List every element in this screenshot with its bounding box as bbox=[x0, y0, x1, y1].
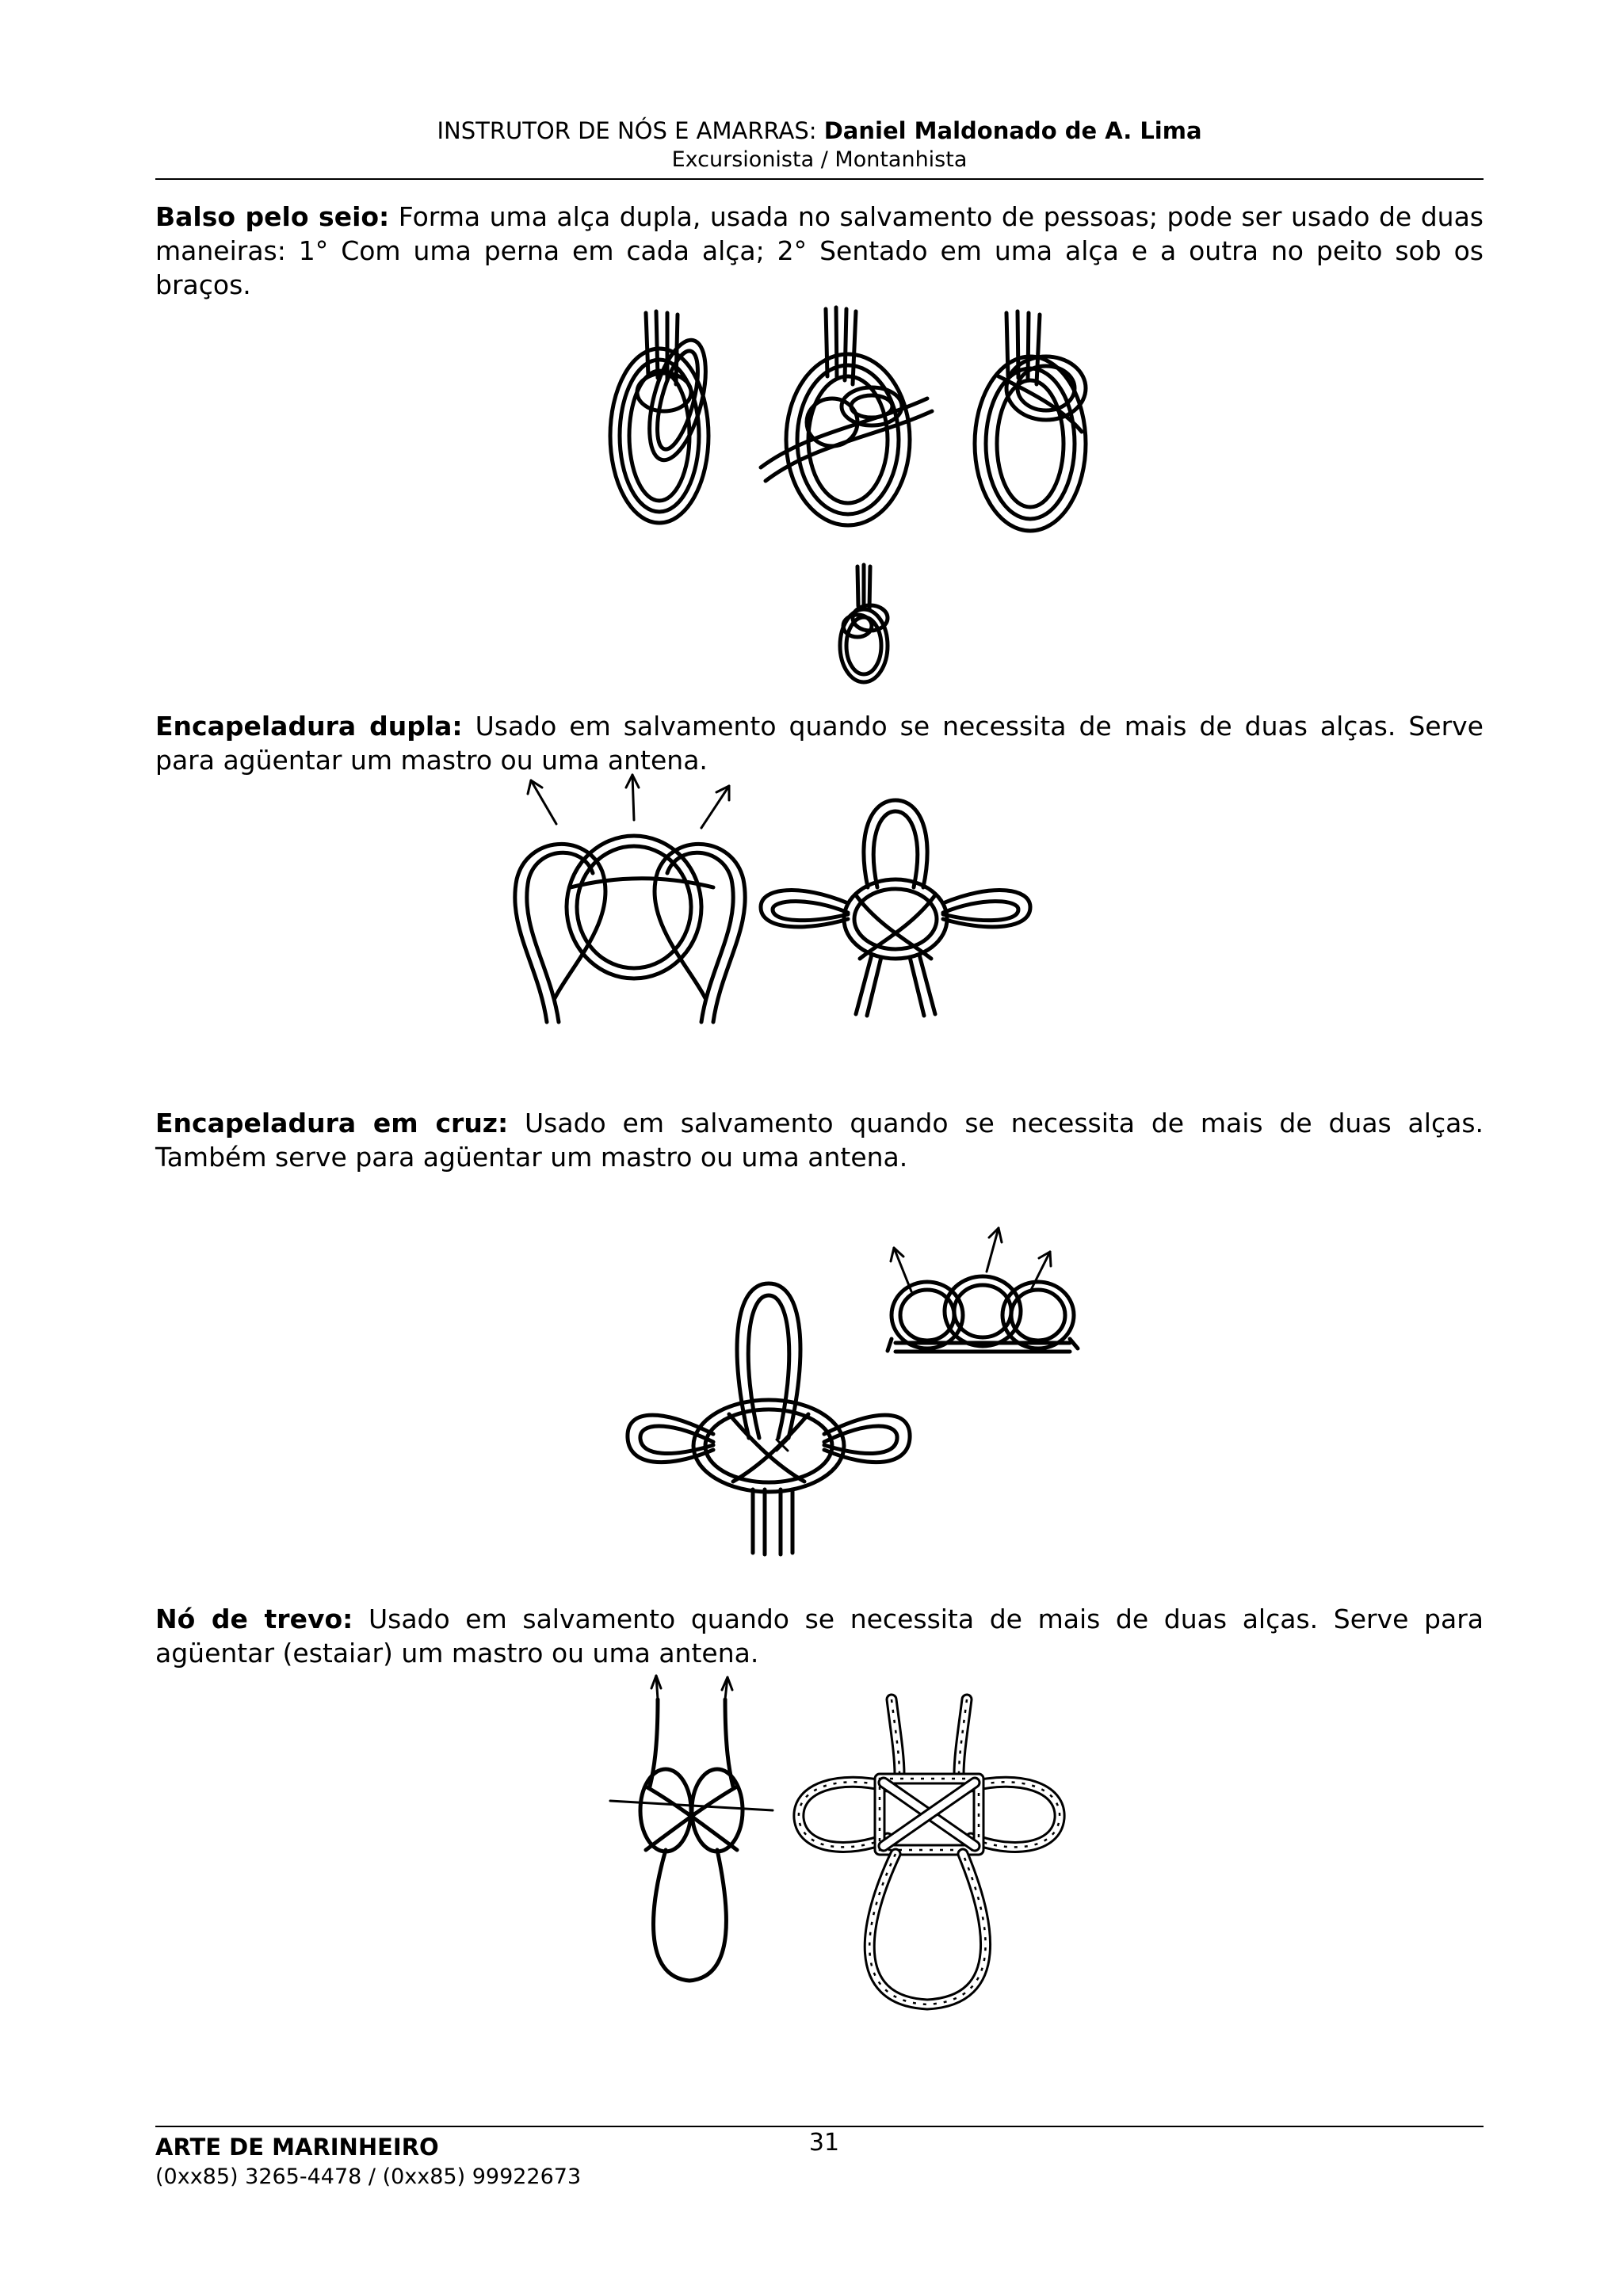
no-de-trevo-step-2-drawing bbox=[799, 1699, 1060, 2004]
encapeladura-dupla-step-1-drawing bbox=[515, 775, 745, 1022]
term-encapeladura-em-cruz: Encapeladura em cruz: bbox=[155, 1108, 509, 1138]
description-encapeladura-em-cruz: Usado em salvamento quando se necessita de mais de duas alças. Também serve para agüentar um mastro ou uma antena. bbox=[155, 1108, 1484, 1173]
paragraph-balso-pelo-seio bbox=[155, 200, 1484, 302]
encapeladura-em-cruz-illustration bbox=[610, 1204, 1102, 1569]
balso-step-2-drawing bbox=[761, 307, 932, 525]
header-label: INSTRUTOR DE NÓS E AMARRAS: bbox=[437, 117, 824, 144]
balso-step-3-drawing bbox=[975, 311, 1086, 531]
paragraph-encapeladura-em-cruz bbox=[155, 1106, 1484, 1174]
balso-step-4-drawing bbox=[840, 565, 888, 682]
paragraph-no-de-trevo bbox=[155, 1602, 1484, 1670]
footer-phone: (0xx85) 3265-4478 / (0xx85) 99922673 bbox=[155, 2164, 582, 2189]
term-balso-pelo-seio: Balso pelo seio: bbox=[155, 201, 390, 232]
balso-step-1-drawing bbox=[610, 311, 716, 523]
description-no-de-trevo: Usado em salvamento quando se necessita de mais de duas alças. Serve para agüentar (estaiar) um mastro ou uma antena. bbox=[155, 1604, 1484, 1669]
description-encapeladura-dupla: Usado em salvamento quando se necessita de mais de duas alças. Serve para agüentar um mastro ou uma antena. bbox=[155, 711, 1484, 776]
encapeladura-em-cruz-step-1-drawing bbox=[888, 1228, 1078, 1352]
header-author: Daniel Maldonado de A. Lima bbox=[823, 117, 1202, 144]
description-balso-pelo-seio: Forma uma alça dupla, usada no salvamento de pessoas; pode ser usado de duas maneiras: 1° Com uma perna em cada alça; 2° Sentado em uma alça e a outra no peito sob os braços. bbox=[155, 201, 1484, 300]
footer-rule bbox=[155, 2126, 1484, 2127]
encapeladura-dupla-illustration bbox=[499, 769, 1054, 1062]
no-de-trevo-illustration bbox=[579, 1668, 1070, 2032]
running-header-subtitle: Excursionista / Montanhista bbox=[671, 147, 968, 172]
balso-pelo-seio-illustration bbox=[602, 305, 1109, 693]
term-encapeladura-dupla: Encapeladura dupla: bbox=[155, 711, 463, 742]
header-rule bbox=[155, 178, 1484, 180]
page-number: 31 bbox=[808, 2129, 840, 2157]
encapeladura-dupla-step-2-drawing bbox=[761, 800, 1030, 1016]
encapeladura-em-cruz-step-2-drawing bbox=[628, 1283, 910, 1554]
footer-title: ARTE DE MARINHEIRO bbox=[155, 2134, 439, 2161]
paragraph-encapeladura-dupla bbox=[155, 709, 1484, 777]
no-de-trevo-step-1-drawing bbox=[610, 1676, 773, 1981]
running-header bbox=[155, 117, 1484, 144]
term-no-de-trevo: Nó de trevo: bbox=[155, 1604, 353, 1634]
